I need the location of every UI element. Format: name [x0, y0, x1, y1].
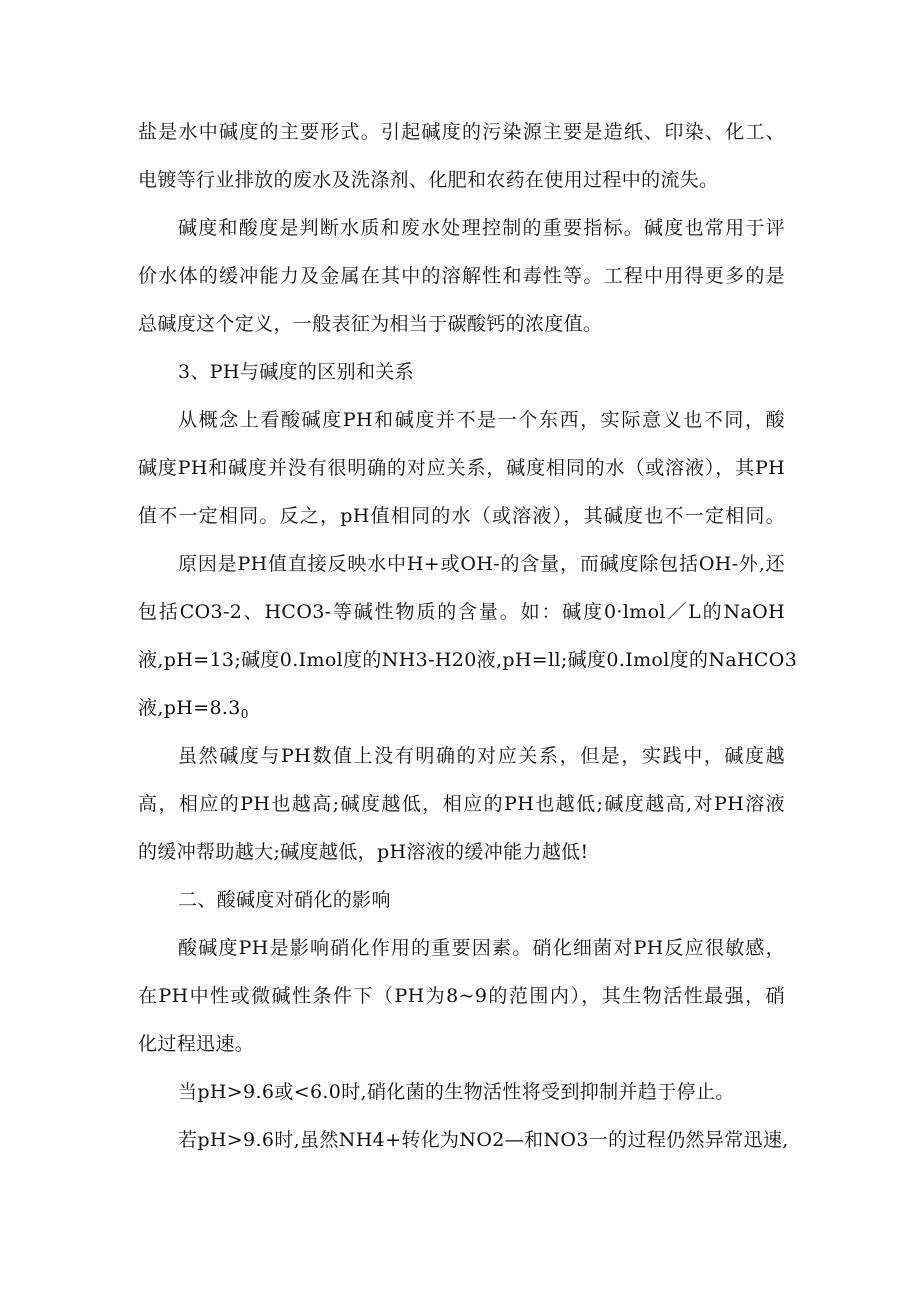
section-heading: 3、PH与碱度的区别和关系 — [178, 361, 414, 383]
subscript-text: 0 — [240, 707, 249, 721]
text-line: 的缓冲帮助越大;碱度越低，pH溶液的缓冲能力越低! — [138, 841, 589, 863]
text-line: 电镀等行业排放的废水及洗涤剂、化肥和农药在使用过程中的流失。 — [138, 169, 719, 191]
text-line: 包括CO3-2、HCO3-等碱性物质的含量。如：碱度0·lmol／L的NaOH — [138, 601, 785, 623]
text-line-main: 液,pH=8.3 — [138, 697, 241, 719]
paragraph-first-line: 虽然碱度与PH数值上没有明确的对应关系，但是，实践中，碱度越 — [178, 745, 785, 767]
text-line: 高，相应的PH也越高;碱度越低，相应的PH也越低;碱度越高,对PH溶液 — [138, 793, 785, 815]
text-line: 总碱度这个定义，一般表征为相当于碳酸钙的浓度值。 — [138, 313, 603, 335]
paragraph-first-line: 从概念上看酸碱度PH和碱度并不是一个东西，实际意义也不同，酸 — [178, 409, 785, 431]
paragraph-first-line: 酸碱度PH是影响硝化作用的重要因素。硝化细菌对PH反应很敏感， — [178, 937, 785, 959]
text-line: 化过程迅速。 — [138, 1033, 255, 1055]
text-line: 盐是水中碱度的主要形式。引起碱度的污染源主要是造纸、印染、化工、 — [138, 121, 785, 143]
paragraph-first-line: 碱度和酸度是判断水质和废水处理控制的重要指标。碱度也常用于评 — [178, 217, 785, 239]
paragraph-first-line: 原因是PH值直接反映水中H+或OH-的含量，而碱度除包括OH-外,还 — [178, 553, 785, 575]
text-line: 在PH中性或微碱性条件下（PH为8~9的范围内），其生物活性最强，硝 — [138, 985, 785, 1007]
text-line: 价水体的缓冲能力及金属在其中的溶解性和毒性等。工程中用得更多的是 — [138, 265, 785, 287]
text-line: 碱度PH和碱度并没有很明确的对应关系，碱度相同的水（或溶液），其PH — [138, 457, 785, 479]
paragraph-first-line: 当pH>9.6或<6.0时,硝化菌的生物活性将受到抑制并趋于停止。 — [178, 1081, 735, 1103]
text-line — [138, 696, 249, 726]
text-line: 液,pH=13;碱度0.Imol度的NH3-H20液,pH=ll;碱度0.Imol度的NaHCO3 — [138, 649, 798, 671]
text-line: 值不一定相同。反之，pH值相同的水（或溶液），其碱度也不一定相同。 — [138, 505, 785, 527]
section-heading: 二、酸碱度对硝化的影响 — [178, 889, 391, 911]
paragraph-first-line: 若pH>9.6时,虽然NH4+转化为NO2—和NO3一的过程仍然异常迅速, — [178, 1129, 789, 1151]
